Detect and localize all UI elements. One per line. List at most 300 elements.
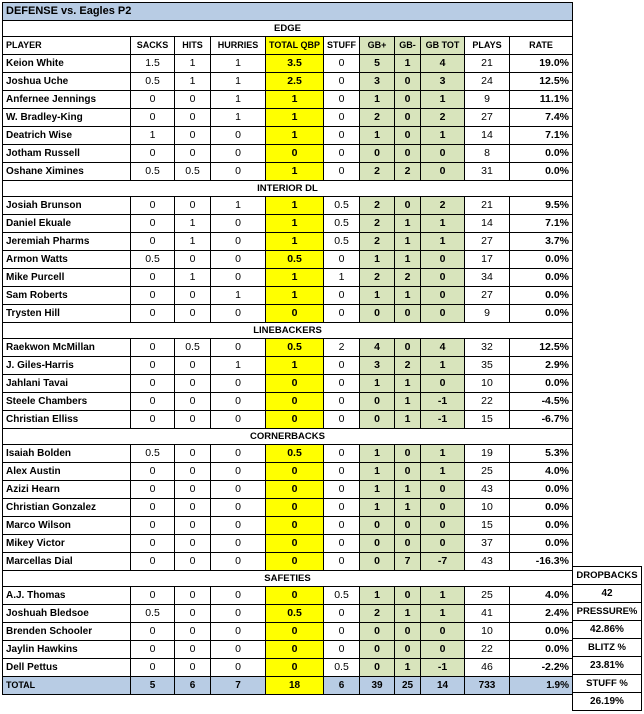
total-qbp: 0 [266,145,324,163]
plays: 15 [465,517,510,535]
title-row [3,3,573,21]
gb-minus: 1 [395,375,421,393]
stuff: 0 [324,287,360,305]
gb-minus: 0 [395,445,421,463]
player-name: Jahlani Tavai [3,375,131,393]
sacks: 1 [131,127,175,145]
gb-minus: 0 [395,91,421,109]
gb-plus: 2 [360,233,395,251]
player-name: Jaylin Hawkins [3,641,131,659]
hits: 0 [175,251,211,269]
rate: 0.0% [510,499,573,517]
plays: 24 [465,73,510,91]
gb-minus: 7 [395,553,421,571]
gb-total: 0 [421,641,465,659]
total-qbp: 1 [266,163,324,181]
table-row [3,481,573,499]
hurries: 0 [211,305,266,323]
stuff: 0 [324,251,360,269]
rate: 7.4% [510,109,573,127]
hurries: 0 [211,605,266,623]
gb-plus: 2 [360,605,395,623]
hurries: 0 [211,233,266,251]
section-title: LINEBACKERS [3,323,573,339]
column-header: PLAYS [465,37,510,55]
table-row [3,127,573,145]
sacks: 0 [131,499,175,517]
gb-plus: 0 [360,305,395,323]
gb-plus: 0 [360,535,395,553]
rate: -2.2% [510,659,573,677]
total-qbp: 1 [266,269,324,287]
total-hurries: 7 [211,677,266,695]
section-title: CORNERBACKS [3,429,573,445]
gb-plus: 0 [360,641,395,659]
gb-plus: 1 [360,91,395,109]
gb-plus: 2 [360,197,395,215]
stuff: 0.5 [324,197,360,215]
summary-label: DROPBACKS [573,567,642,585]
player-name: Sam Roberts [3,287,131,305]
section-title: SAFETIES [3,571,573,587]
hurries: 1 [211,55,266,73]
stuff: 2 [324,339,360,357]
hurries: 1 [211,357,266,375]
hurries: 0 [211,481,266,499]
plays: 15 [465,411,510,429]
total-qbp: 1 [266,233,324,251]
gb-total: 1 [421,605,465,623]
stuff: 0 [324,393,360,411]
hits: 0 [175,411,211,429]
table-row [3,357,573,375]
rate: -6.7% [510,411,573,429]
gb-minus: 1 [395,659,421,677]
summary-value-row [573,693,642,711]
gb-total: 0 [421,305,465,323]
total-player-name: TOTAL [3,677,131,695]
stuff: 0 [324,623,360,641]
hits: 0 [175,357,211,375]
gb-minus: 0 [395,623,421,641]
table-body [3,3,573,695]
table-row [3,55,573,73]
section-header-row [3,429,573,445]
total-qbp: 0 [266,553,324,571]
column-header: SACKS [131,37,175,55]
player-name: Oshane Ximines [3,163,131,181]
table-row [3,499,573,517]
hits: 1 [175,55,211,73]
rate: 2.9% [510,357,573,375]
sacks: 0 [131,109,175,127]
plays: 10 [465,375,510,393]
rate: 7.1% [510,127,573,145]
table-row [3,445,573,463]
hurries: 0 [211,587,266,605]
plays: 19 [465,445,510,463]
gb-minus: 2 [395,269,421,287]
gb-total: 0 [421,163,465,181]
plays: 8 [465,145,510,163]
total-sacks: 5 [131,677,175,695]
stuff: 0 [324,127,360,145]
player-name: Deatrich Wise [3,127,131,145]
stuff: 0 [324,375,360,393]
sacks: 0 [131,197,175,215]
gb-minus: 1 [395,233,421,251]
section-header-row [3,181,573,197]
sacks: 0 [131,659,175,677]
hurries: 0 [211,535,266,553]
table-row [3,91,573,109]
gb-total: -1 [421,411,465,429]
total-qbp: 1 [266,91,324,109]
sacks: 0 [131,375,175,393]
rate: 3.7% [510,233,573,251]
plays: 27 [465,287,510,305]
sacks: 1.5 [131,55,175,73]
table-row [3,587,573,605]
total-qbp: 1 [266,197,324,215]
sacks: 0.5 [131,445,175,463]
table-row [3,163,573,181]
player-name: Anfernee Jennings [3,91,131,109]
stuff: 0 [324,481,360,499]
hurries: 0 [211,463,266,481]
gb-minus: 1 [395,411,421,429]
hits: 0 [175,127,211,145]
gb-plus: 1 [360,251,395,269]
plays: 27 [465,109,510,127]
player-name: Alex Austin [3,463,131,481]
total-qbp: 0 [266,623,324,641]
rate: 12.5% [510,73,573,91]
column-header: PLAYER [3,37,131,55]
gb-plus: 1 [360,587,395,605]
hits: 1 [175,233,211,251]
player-name: Azizi Hearn [3,481,131,499]
table-row [3,339,573,357]
rate: 0.0% [510,623,573,641]
sacks: 0 [131,215,175,233]
gb-total: 0 [421,145,465,163]
rate: 4.0% [510,463,573,481]
section-title: INTERIOR DL [3,181,573,197]
hurries: 0 [211,659,266,677]
sacks: 0.5 [131,73,175,91]
gb-plus: 0 [360,145,395,163]
table-row [3,659,573,677]
rate: 0.0% [510,535,573,553]
rate: 0.0% [510,251,573,269]
gb-total: 1 [421,127,465,145]
stuff: 0 [324,109,360,127]
gb-total: -7 [421,553,465,571]
summary-label: PRESSURE% [573,603,642,621]
gb-total: 2 [421,197,465,215]
sacks: 0.5 [131,251,175,269]
sacks: 0 [131,233,175,251]
defense-table [2,2,573,695]
total-qbp: 0 [266,393,324,411]
stuff: 0 [324,641,360,659]
plays: 32 [465,339,510,357]
sacks: 0 [131,287,175,305]
hurries: 0 [211,553,266,571]
summary-value: 23.81% [573,657,642,675]
stuff: 0 [324,445,360,463]
table-row [3,197,573,215]
sacks: 0 [131,553,175,571]
total-gb-plus: 39 [360,677,395,695]
total-qbp: 0 [266,517,324,535]
gb-plus: 2 [360,163,395,181]
hurries: 0 [211,163,266,181]
gb-minus: 0 [395,463,421,481]
hits: 0.5 [175,163,211,181]
plays: 9 [465,305,510,323]
total-plays: 733 [465,677,510,695]
table-row [3,517,573,535]
player-name: Joshua Uche [3,73,131,91]
table-row [3,393,573,411]
hurries: 1 [211,197,266,215]
plays: 14 [465,127,510,145]
total-row [3,677,573,695]
player-name: Mikey Victor [3,535,131,553]
rate: 0.0% [510,641,573,659]
gb-minus: 0 [395,641,421,659]
summary-value-row [573,657,642,675]
gb-minus: 2 [395,357,421,375]
hits: 0 [175,91,211,109]
sacks: 0 [131,535,175,553]
table-row [3,215,573,233]
total-qbp: 0.5 [266,605,324,623]
plays: 22 [465,641,510,659]
stuff: 1 [324,269,360,287]
total-qbp: 0.5 [266,251,324,269]
gb-plus: 1 [360,375,395,393]
column-header: GB TOT [421,37,465,55]
gb-total: 0 [421,535,465,553]
plays: 22 [465,393,510,411]
hits: 1 [175,215,211,233]
player-name: Daniel Ekuale [3,215,131,233]
section-header-row [3,21,573,37]
plays: 10 [465,623,510,641]
hits: 0.5 [175,339,211,357]
plays: 37 [465,535,510,553]
gb-plus: 4 [360,339,395,357]
gb-total: 0 [421,623,465,641]
gb-minus: 1 [395,55,421,73]
rate: 5.3% [510,445,573,463]
player-name: Keion White [3,55,131,73]
stuff: 0 [324,91,360,109]
hits: 0 [175,463,211,481]
hits: 0 [175,145,211,163]
rate: 0.0% [510,145,573,163]
hurries: 0 [211,411,266,429]
stuff: 0 [324,463,360,481]
gb-total: -1 [421,393,465,411]
section-title: EDGE [3,21,573,37]
summary-stats [572,566,642,711]
rate: 0.0% [510,163,573,181]
total-qbp: 1 [266,127,324,145]
gb-total: 0 [421,287,465,305]
page-title: DEFENSE vs. Eagles P2 [3,3,573,21]
stuff: 0.5 [324,587,360,605]
gb-total: 0 [421,481,465,499]
total-qbp: 0 [266,659,324,677]
summary-value: 42 [573,585,642,603]
hurries: 0 [211,499,266,517]
gb-total: 1 [421,445,465,463]
column-header: HITS [175,37,211,55]
total-qbp: 1 [266,215,324,233]
hurries: 0 [211,641,266,659]
gb-total: 4 [421,339,465,357]
rate: 0.0% [510,287,573,305]
total-qbp: 0 [266,375,324,393]
gb-minus: 1 [395,393,421,411]
plays: 27 [465,233,510,251]
table-row [3,109,573,127]
player-name: Marco Wilson [3,517,131,535]
table-row [3,251,573,269]
player-name: Christian Elliss [3,411,131,429]
hits: 0 [175,605,211,623]
gb-minus: 1 [395,605,421,623]
hurries: 1 [211,287,266,305]
total-qbp: 0.5 [266,445,324,463]
column-header: STUFF [324,37,360,55]
hurries: 0 [211,269,266,287]
gb-minus: 0 [395,127,421,145]
player-name: Marcellas Dial [3,553,131,571]
player-name: W. Bradley-King [3,109,131,127]
sacks: 0 [131,587,175,605]
total-qbp: 1 [266,287,324,305]
gb-plus: 0 [360,659,395,677]
summary-body [573,567,642,711]
table-row [3,553,573,571]
summary-label-row [573,567,642,585]
stuff: 0.5 [324,659,360,677]
column-header-row [3,37,573,55]
total-qbp: 0 [266,481,324,499]
sacks: 0 [131,411,175,429]
stuff: 0 [324,357,360,375]
gb-total: -1 [421,659,465,677]
table-row [3,145,573,163]
rate: 12.5% [510,339,573,357]
player-name: Jotham Russell [3,145,131,163]
hits: 0 [175,197,211,215]
hurries: 0 [211,339,266,357]
hurries: 1 [211,109,266,127]
hits: 0 [175,375,211,393]
stuff: 0 [324,517,360,535]
gb-total: 1 [421,91,465,109]
rate: 0.0% [510,305,573,323]
plays: 41 [465,605,510,623]
plays: 17 [465,251,510,269]
gb-minus: 0 [395,73,421,91]
sacks: 0 [131,517,175,535]
section-header-row [3,323,573,339]
gb-minus: 0 [395,109,421,127]
stuff: 0.5 [324,215,360,233]
plays: 10 [465,499,510,517]
sacks: 0 [131,339,175,357]
hits: 0 [175,481,211,499]
sacks: 0 [131,463,175,481]
table-row [3,605,573,623]
table-row [3,305,573,323]
table-row [3,287,573,305]
player-name: Jeremiah Pharms [3,233,131,251]
gb-minus: 2 [395,163,421,181]
hits: 0 [175,499,211,517]
gb-plus: 1 [360,463,395,481]
stuff: 0 [324,605,360,623]
hurries: 0 [211,215,266,233]
total-qbp: 0 [266,305,324,323]
total-qbp: 0 [266,587,324,605]
hits: 0 [175,287,211,305]
gb-plus: 1 [360,287,395,305]
player-name: J. Giles-Harris [3,357,131,375]
stuff: 0 [324,553,360,571]
table-row [3,73,573,91]
player-name: Raekwon McMillan [3,339,131,357]
rate: 19.0% [510,55,573,73]
hits: 0 [175,553,211,571]
sacks: 0 [131,269,175,287]
plays: 21 [465,55,510,73]
summary-value-row [573,585,642,603]
total-stuff: 6 [324,677,360,695]
rate: 0.0% [510,517,573,535]
rate: 2.4% [510,605,573,623]
hurries: 0 [211,145,266,163]
player-name: A.J. Thomas [3,587,131,605]
total-qbp: 3.5 [266,55,324,73]
rate: -4.5% [510,393,573,411]
rate: -16.3% [510,553,573,571]
gb-plus: 0 [360,517,395,535]
hurries: 1 [211,73,266,91]
hits: 0 [175,623,211,641]
gb-total: 1 [421,215,465,233]
player-name: Mike Purcell [3,269,131,287]
sacks: 0 [131,91,175,109]
gb-plus: 1 [360,481,395,499]
column-header: TOTAL QBP [266,37,324,55]
summary-label: STUFF % [573,675,642,693]
hurries: 0 [211,445,266,463]
summary-label-row [573,675,642,693]
hurries: 0 [211,393,266,411]
stuff: 0 [324,499,360,517]
gb-minus: 0 [395,145,421,163]
hits: 0 [175,393,211,411]
table-row [3,535,573,553]
